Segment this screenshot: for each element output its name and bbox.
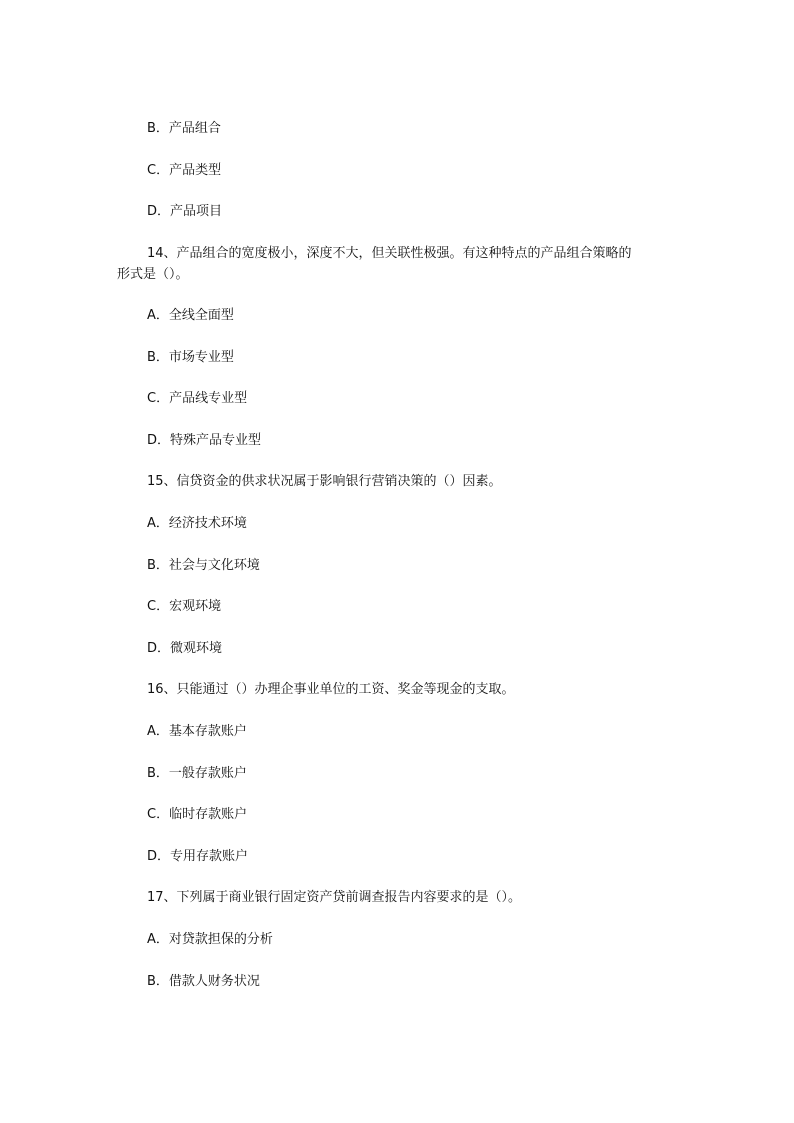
option-b-q15: B．社会与文化环境 xyxy=(147,558,260,573)
option-d-q14: D．特殊产品专业型 xyxy=(147,433,262,448)
option-c-q16: C．临时存款账户 xyxy=(147,807,248,822)
question-17: 17、下列属于商业银行固定资产贷前调查报告内容要求的是（）。 xyxy=(147,890,522,905)
option-c-q15: C．宏观环境 xyxy=(147,599,222,614)
option-b-q14: B．市场专业型 xyxy=(147,350,234,365)
option-a-q17: A．对贷款担保的分析 xyxy=(147,932,273,947)
option-b-q16: B．一般存款账户 xyxy=(147,766,247,781)
option-c-q14: C．产品线专业型 xyxy=(147,391,248,406)
option-a-q14: A．全线全面型 xyxy=(147,308,234,323)
question-16: 16、只能通过（）办理企事业单位的工资、奖金等现金的支取。 xyxy=(147,682,515,697)
option-d-q16: D．专用存款账户 xyxy=(147,849,249,864)
option-b-q13: B．产品组合 xyxy=(147,121,221,136)
option-d-q13: D．产品项目 xyxy=(147,204,223,219)
option-b-q17: B．借款人财务状况 xyxy=(147,974,260,989)
question-15: 15、信贷资金的供求状况属于影响银行营销决策的（）因素。 xyxy=(147,474,502,489)
question-14-line-1: 14、产品组合的宽度极小，深度不大，但关联性极强。有这种特点的产品组合策略的 xyxy=(147,246,632,261)
option-a-q15: A．经济技术环境 xyxy=(147,516,247,531)
option-c-q13: C．产品类型 xyxy=(147,163,222,178)
option-a-q16: A．基本存款账户 xyxy=(147,724,247,739)
question-14-line-2: 形式是（）。 xyxy=(117,267,189,282)
option-d-q15: D．微观环境 xyxy=(147,641,223,656)
